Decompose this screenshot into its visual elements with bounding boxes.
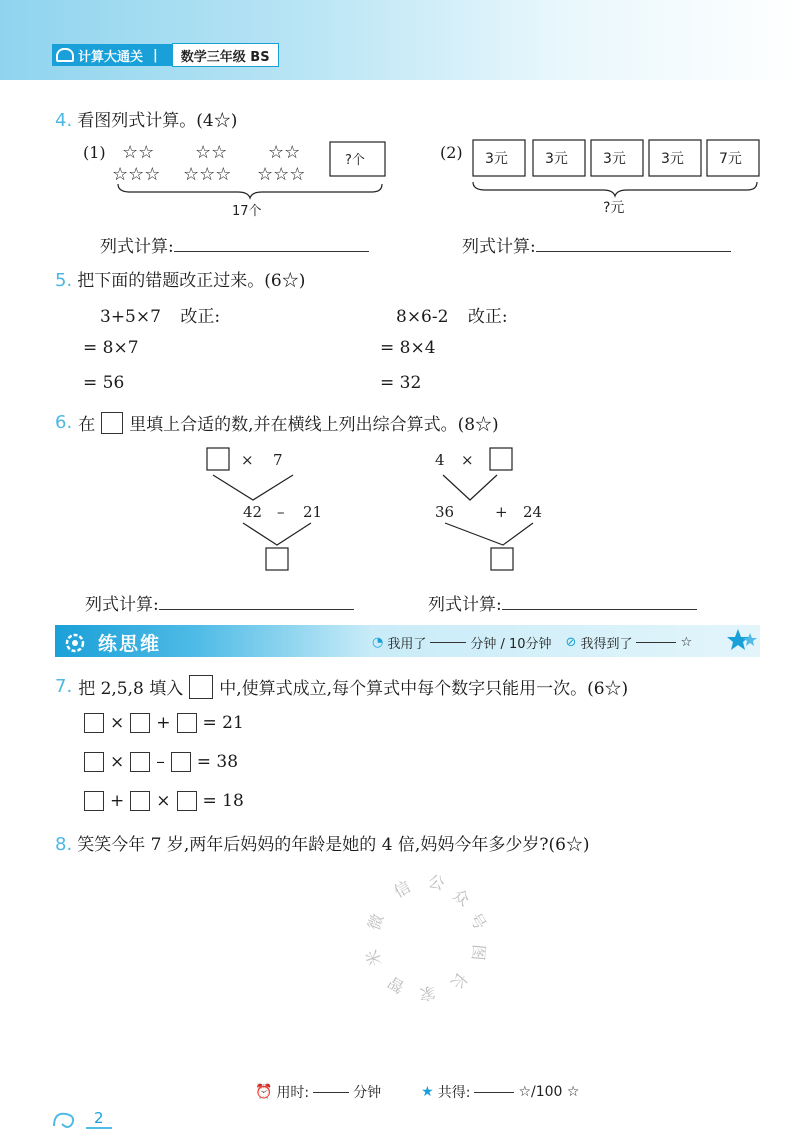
q6-text-b: 里填上合适的数,并在横线上列出综合算式。(8☆) [129,415,499,435]
brace [473,182,757,196]
q8-text: 笑笑今年 7 岁,两年后妈妈的年龄是她的 4 倍,妈妈今年多少岁?(6☆) [77,835,590,855]
star-icon: ☆☆ [122,142,155,163]
number: 42 [243,503,263,521]
star-icon: ☆☆☆ [183,164,232,185]
check-icon: ⊘ [565,635,577,650]
formula-label: 列式计算: [462,237,536,257]
footer-time-label: 用时: [276,1085,310,1101]
clock-icon: ⏰ [255,1084,273,1100]
q4-p1-box-text: ?个 [345,153,365,168]
svg-text:号: 号 [465,909,490,933]
q5-left-step1: = 8×7 [83,338,139,358]
q4-p1-figure [110,140,400,225]
number: 24 [523,503,543,521]
number: 7 [273,451,283,469]
formula-label: 列式计算: [85,595,159,615]
q4-p1-formula [100,232,369,257]
answer-box[interactable] [84,791,104,811]
star-icon: ☆☆ [268,142,301,163]
expression: 8×6-2 [396,307,449,327]
answer-box-icon [189,675,213,699]
q5-text: 把下面的错题改正过来。(6☆) [77,271,306,291]
q5-number: 5. [55,270,73,291]
answer-box[interactable] [130,791,150,811]
svg-text:智: 智 [384,972,408,997]
fix-label: 改正: [467,307,508,327]
q4-p2-figure [465,138,765,218]
star-icon: ☆☆ [195,142,228,163]
answer-box [266,548,288,570]
result: = 21 [202,713,244,733]
watermark-stamp [345,860,495,1010]
page-number: 2 [86,1109,112,1129]
banner-used-label: 我用了 [387,637,427,652]
answer-box[interactable] [171,752,191,772]
star-icon: ☆☆☆ [112,164,161,185]
swirl-icon [50,1108,80,1130]
q6-left-formula [85,590,354,615]
number: 36 [435,503,455,521]
q4-p1-label: (1) [83,143,106,162]
q5-right-step2: = 32 [380,373,422,393]
svg-text:众: 众 [449,885,474,910]
q6-number: 6. [55,412,73,433]
footer-time-line[interactable] [313,1092,349,1093]
q4-title [55,106,237,131]
answer-box [207,448,229,470]
svg-text:信: 信 [390,877,414,902]
branch-lines [213,475,293,500]
money-label: 3元 [485,151,508,167]
answer-line[interactable] [159,609,354,610]
answer-box-icon [101,412,123,434]
operator: × [110,713,125,733]
money-label: 3元 [661,151,684,167]
q5-right-step1: = 8×4 [380,338,436,358]
money-label: 3元 [603,151,626,167]
book-icon [56,48,74,62]
q7-number: 7. [55,676,73,697]
answer-box[interactable] [84,713,104,733]
time-input-line[interactable] [430,642,466,643]
header [52,44,279,66]
operator: × [110,752,125,772]
banner-stats [372,633,692,652]
q6-right-formula [428,590,697,615]
expression: 3+5×7 [100,307,161,327]
operator: × [156,791,171,811]
star-icon: ☆ [680,635,693,650]
money-label: 3元 [545,151,568,167]
header-book: 数学三年级 BS [172,43,279,67]
footer-score-unit: ☆/100 ☆ [518,1084,580,1100]
page-number-block [50,1108,112,1130]
header-separator: | [153,47,158,63]
q7-row-1 [84,713,244,733]
number: 21 [303,503,323,521]
result: = 38 [196,752,239,772]
q5-left-step2: = 56 [83,373,125,393]
answer-box[interactable] [130,713,150,733]
q6-title [55,410,499,435]
brace [118,184,382,198]
branch-lines [443,475,497,500]
clock-icon: ◔ [372,635,384,650]
header-brand: 计算大通关 [78,49,144,65]
q8-number: 8. [55,834,73,855]
q7-row-3 [84,791,244,811]
footer-score-label: 共得: [437,1085,471,1101]
operator: – [156,752,165,772]
fix-label: 改正: [180,307,221,327]
operator: × [241,451,254,469]
svg-text:微: 微 [364,911,388,933]
q6-right-tree [425,445,565,575]
result: = 18 [202,791,244,811]
svg-text:长: 长 [446,968,472,993]
header-brand-block [52,44,172,66]
operator: + [495,503,508,521]
q5-title [55,266,305,291]
q7-row-2 [84,752,238,772]
money-label: 7元 [719,151,742,167]
q5-left-expr [100,302,220,327]
q7-text-a: 把 2,5,8 填入 [78,679,184,699]
q4-text: 看图列式计算。(4☆) [77,111,238,131]
stars-decoration-icon [726,627,758,653]
answer-line[interactable] [536,251,731,252]
footer-score-line[interactable] [474,1092,514,1093]
answer-box [490,448,512,470]
banner-left [62,629,161,656]
q8-title [55,830,590,855]
banner-title: 练思维 [98,633,162,655]
footer-stats [255,1082,579,1102]
svg-text:图: 图 [468,943,489,962]
answer-box[interactable] [177,791,197,811]
q4-p2-label: (2) [440,143,463,162]
svg-text:公: 公 [426,871,447,894]
gear-icon [62,631,88,655]
answer-box[interactable] [177,713,197,733]
score-input-line[interactable] [636,642,676,643]
star-icon: ☆☆☆ [257,164,306,185]
footer-time-unit: 分钟 [353,1085,382,1101]
operator: – [277,503,285,521]
answer-box[interactable] [84,752,104,772]
q4-p2-total: ?元 [603,200,625,216]
operator: + [110,791,125,811]
q5-right-expr [396,302,508,327]
q4-p2-formula [462,232,731,257]
formula-label: 列式计算: [428,595,502,615]
q7-text-b: 中,使算式成立,每个算式中每个数字只能用一次。(6☆) [219,679,629,699]
svg-text:家: 家 [418,983,437,1004]
header-bar [0,0,800,80]
q6-left-tree [195,445,335,575]
q4-p1-total: 17个 [232,204,262,219]
number: 4 [435,451,445,469]
q7-title [55,674,628,699]
answer-box[interactable] [130,752,150,772]
branch-lines [243,523,311,545]
operator: × [461,451,474,469]
banner-min-label: 分钟 / 10分钟 [470,637,552,652]
q4-number: 4. [55,110,73,131]
branch-lines [445,523,533,545]
svg-text:米: 米 [362,947,386,969]
star-icon: ★ [421,1084,434,1100]
answer-line[interactable] [174,251,369,252]
answer-line[interactable] [502,609,697,610]
operator: + [156,713,171,733]
banner-got-label: 我得到了 [580,637,633,652]
formula-label: 列式计算: [100,237,174,257]
answer-box [491,548,513,570]
q6-text-a: 在 [78,415,96,435]
